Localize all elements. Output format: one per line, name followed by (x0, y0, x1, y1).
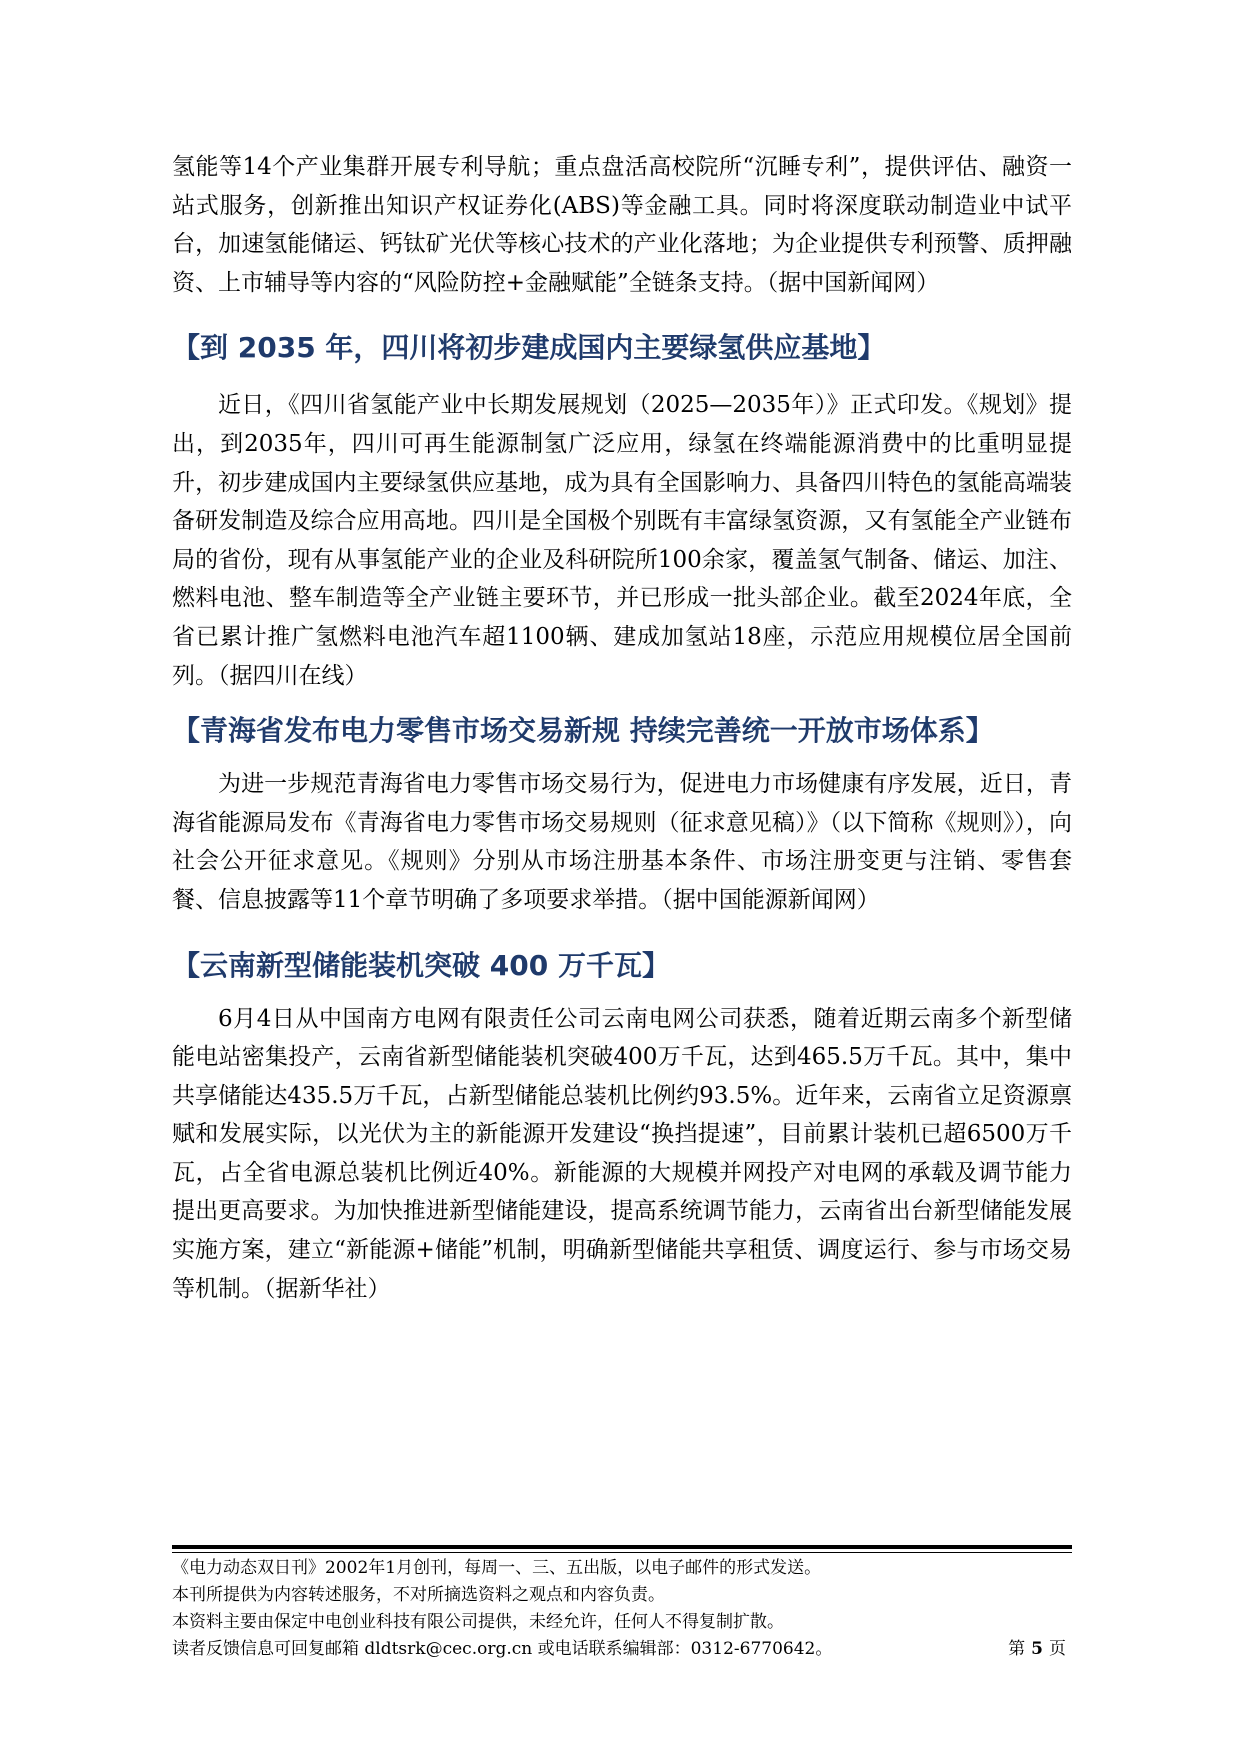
article-body-sichuan-hydrogen: 近日，《四川省氢能产业中长期发展规划（2025—2035年）》正式印发。《规划》提出，到2035年，四川可再生能源制氢广泛应用，绿氢在终端能源消费中的比重明显提升，初步建成国内主要绿氢供应基地，成为具有全国影响力、具备四川特色的氢能高端装备研发制造及综合应用高地。四川是全国极个别既有丰富绿氢资源，又有氢能全产业链布局的省份，现有从事氢能产业的企业及科研院所100余家，覆盖氢气制备、储运、加注、燃料电池、整车制造等全产业链主要环节，并已形成一批头部企业。截至2024年底，全省已累计推广氢燃料电池汽车超1100辆、建成加氢站18座，示范应用规模位居全国前列。（据四川在线） (172, 392, 1072, 689)
page-number (1008, 1636, 1066, 1663)
page-number-value: 5 (1031, 1639, 1043, 1659)
article-body-qinghai-retail-market: 为进一步规范青海省电力零售市场交易行为，促进电力市场健康有序发展，近日，青海省能源局发布《青海省电力零售市场交易规则（征求意见稿）》（以下简称《规则》），向社会公开征求意见。《规则》分别从市场注册基本条件、市场注册变更与注销、零售套餐、信息披露等11个章节明确了多项要求举措。（据中国能源新闻网） (172, 771, 1072, 913)
footer-line-copyright: 本资料主要由保定中电创业科技有限公司提供，未经允许，任何人不得复制扩散。 (172, 1612, 784, 1632)
footer-line-disclaimer: 本刊所提供为内容转述服务，不对所摘选资料之观点和内容负责。 (172, 1585, 665, 1605)
page-number-suffix: 页 (1049, 1639, 1066, 1659)
intro-paragraph: 氢能等14个产业集群开展专利导航；重点盘活高校院所“沉睡专利”，提供评估、融资一站式服务，创新推出知识产权证券化(ABS)等金融工具。同时将深度联动制造业中试平台，加速氢能储运、钙钛矿光伏等核心技术的产业化落地；为企业提供专利预警、质押融资、上市辅导等内容的“风险防控+金融赋能”全链条支持。（据中国新闻网） (172, 154, 1072, 296)
article-headline-yunnan-storage: 【云南新型储能装机突破 400 万千瓦】 (172, 948, 670, 982)
footer-rule-thick (172, 1545, 1072, 1549)
page-number-prefix: 第 (1008, 1639, 1026, 1659)
footer-line-publication: 《电力动态双日刊》2002年1月创刊，每周一、三、五出版，以电子邮件的形式发送。 (172, 1558, 822, 1578)
page-footer (172, 1545, 1072, 1663)
footer-rule-thin (172, 1552, 1072, 1553)
content-column (172, 148, 1072, 1308)
article-headline-qinghai-retail-market: 【青海省发布电力零售市场交易新规 持续完善统一开放市场体系】 (172, 714, 994, 748)
footer-line-contact: 读者反馈信息可回复邮箱 dldtsrk@cec.org.cn 或电话联系编辑部：0312-6770642。 (172, 1639, 833, 1659)
article-body-yunnan-storage: 6月4日从中国南方电网有限责任公司云南电网公司获悉，随着近期云南多个新型储能电站密集投产，云南省新型储能装机突破400万千瓦，达到465.5万千瓦。其中，集中共享储能达435.5万千瓦，占新型储能总装机比例约93.5%。近年来，云南省立足资源禀赋和发展实际，以光伏为主的新能源开发建设“换挡提速”，目前累计装机已超6500万千瓦，占全省电源总装机比例近40%。新能源的大规模并网投产对电网的承载及调节能力提出更高要求。为加快推进新型储能建设，提高系统调节能力，云南省出台新型储能发展实施方案，建立“新能源+储能”机制，明确新型储能共享租赁、调度运行、参与市场交易等机制。（据新华社） (172, 1005, 1072, 1302)
article-headline-sichuan-hydrogen: 【到 2035 年，四川将初步建成国内主要绿氢供应基地】 (172, 331, 886, 365)
